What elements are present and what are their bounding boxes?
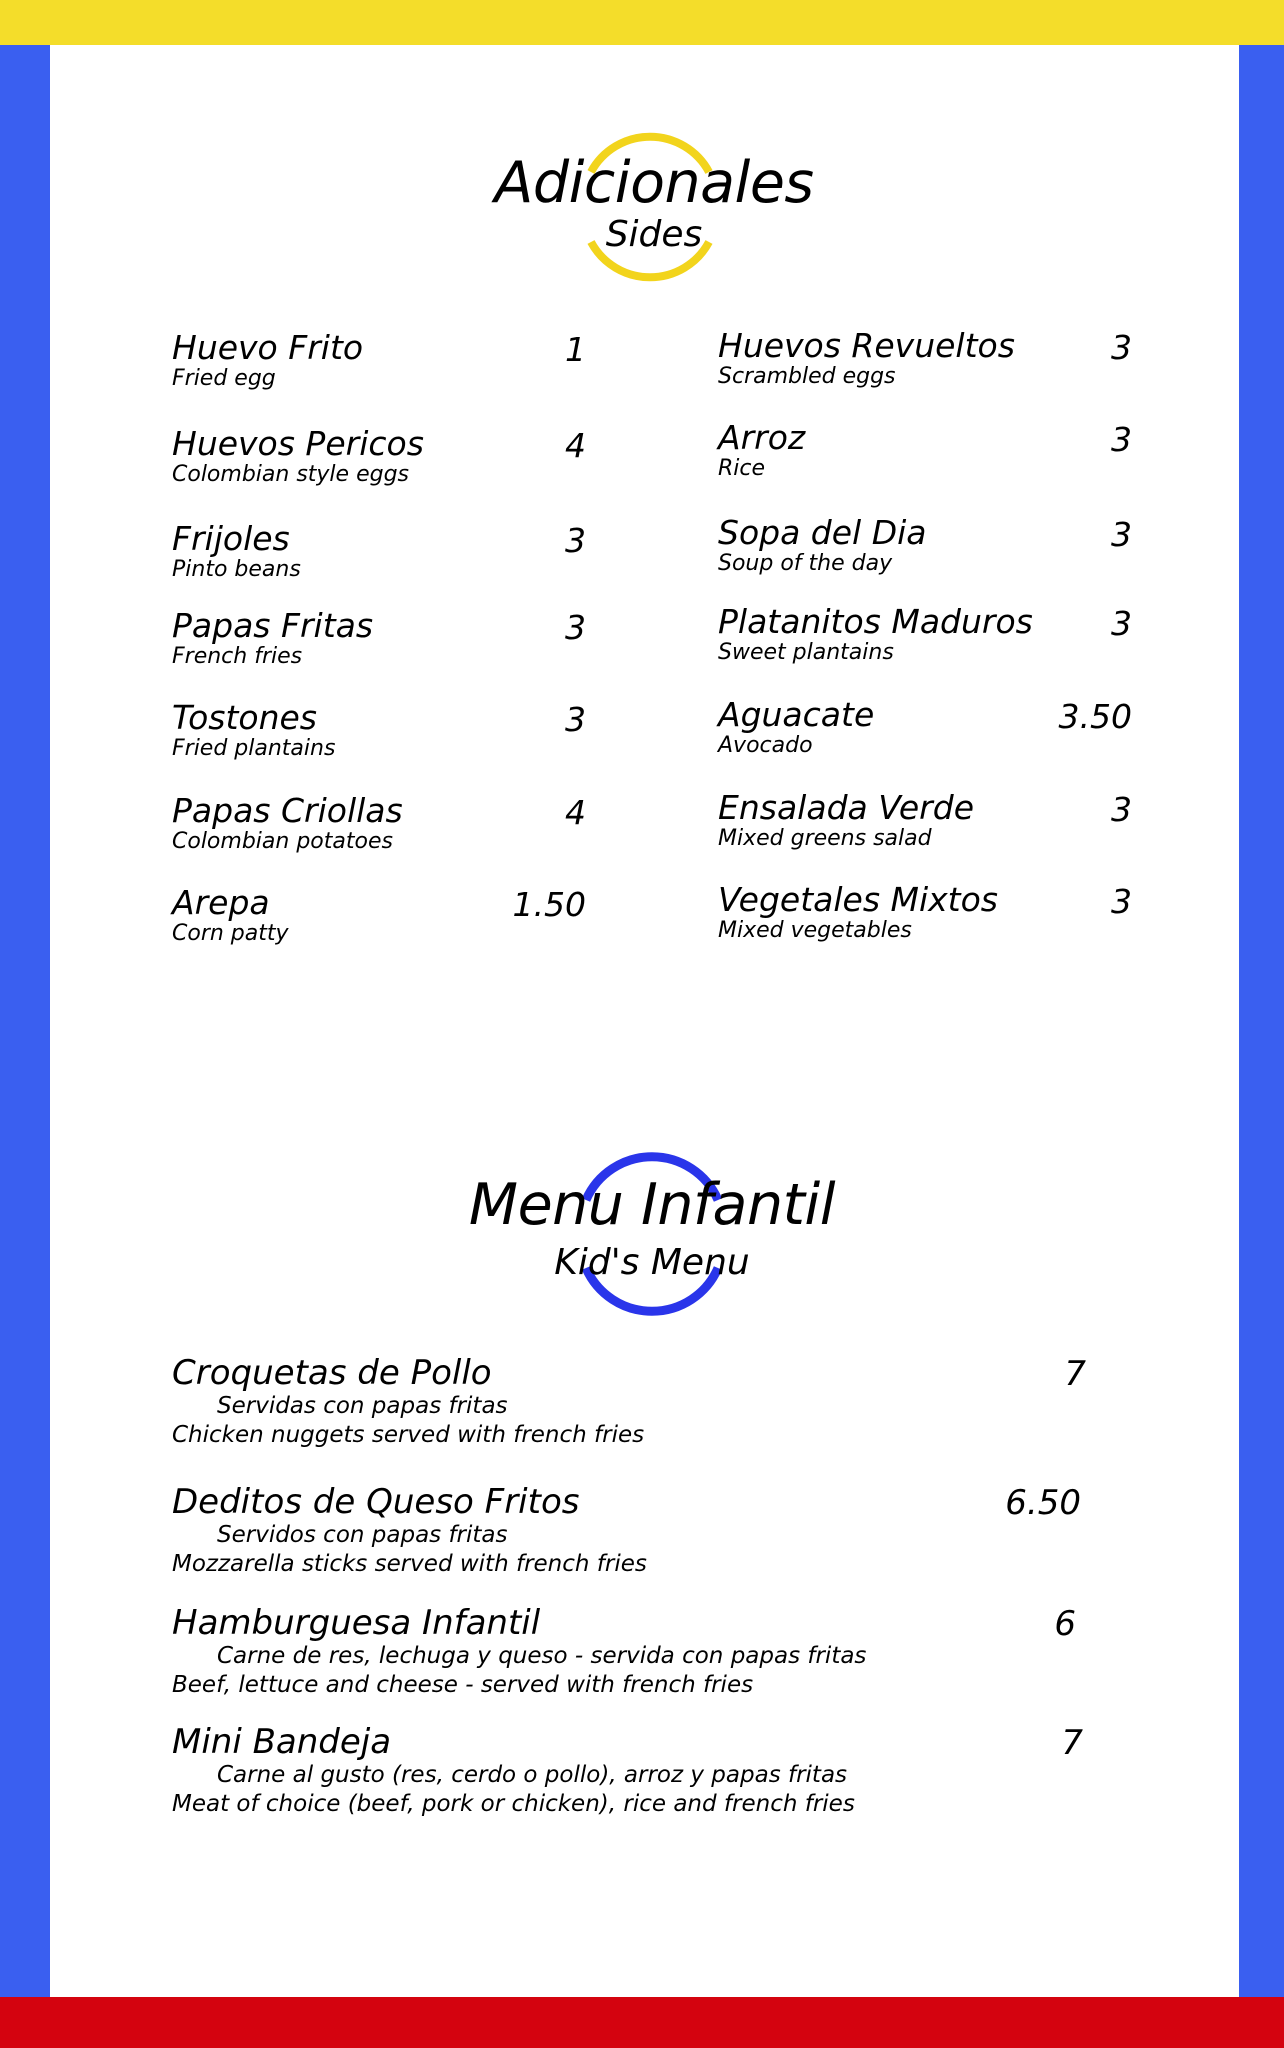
side-item — [718, 420, 805, 482]
kids-menu-item — [172, 1483, 647, 1579]
side-item-description: Fried plantains — [172, 736, 336, 761]
side-item-price: 3 — [1111, 515, 1132, 554]
kids-subtitle: Kid's Menu — [554, 1242, 750, 1283]
kids-item-name: Hamburguesa Infantil — [172, 1603, 541, 1643]
side-item-description: Avocado — [718, 733, 813, 758]
side-item — [718, 328, 1015, 390]
side-item-name: Tostones — [172, 698, 318, 737]
side-item — [718, 604, 1033, 666]
side-item-price: 3 — [1111, 790, 1132, 829]
kids-item-description-es: Servidos con papas fritas — [217, 1522, 508, 1548]
side-item — [172, 793, 403, 855]
side-item-price: 3 — [1111, 604, 1132, 643]
side-item — [172, 700, 335, 762]
side-item-price: 3 — [565, 700, 586, 739]
side-item — [718, 697, 874, 759]
right-blue-bar — [1239, 45, 1284, 1997]
bottom-red-bar — [0, 1997, 1284, 2048]
kids-item-name: Croquetas de Pollo — [172, 1353, 492, 1393]
side-item-name: Huevo Frito — [172, 328, 364, 367]
side-item — [718, 882, 998, 944]
side-item-description: Pinto beans — [172, 557, 301, 582]
kids-item-description-es: Servidas con papas fritas — [217, 1393, 508, 1419]
side-item — [172, 426, 424, 488]
side-item-description: French fries — [172, 644, 303, 669]
kids-item-description-en: Chicken nuggets served with french fries — [172, 1422, 645, 1448]
side-item-price: 4 — [565, 426, 586, 465]
side-item-description: Soup of the day — [718, 551, 893, 576]
side-item-price: 3 — [565, 521, 586, 560]
kids-item-price: 7 — [1061, 1723, 1083, 1763]
kids-item-description-en: Mozzarella sticks served with french fries — [172, 1551, 647, 1577]
kids-item-description-es: Carne al gusto (res, cerdo o pollo), arroz y papas fritas — [217, 1762, 848, 1788]
kids-item-name: Mini Bandeja — [172, 1722, 392, 1762]
side-item — [172, 521, 301, 583]
side-item-name: Frijoles — [172, 519, 290, 558]
side-item-description: Rice — [718, 456, 766, 481]
top-yellow-bar — [0, 0, 1284, 45]
side-item-name: Aguacate — [718, 695, 875, 734]
side-item-price: 3.50 — [1058, 697, 1132, 736]
kids-item-price: 6 — [1054, 1604, 1076, 1644]
side-item-description: Scrambled eggs — [718, 364, 896, 389]
side-item-price: 3 — [565, 608, 586, 647]
kids-item-description-en: Meat of choice (beef, pork or chicken), rice and french fries — [172, 1791, 855, 1817]
kids-menu-item — [172, 1723, 855, 1819]
side-item-name: Papas Fritas — [172, 606, 374, 645]
side-item-price: 3 — [1111, 420, 1132, 459]
side-item-name: Sopa del Dia — [718, 513, 927, 552]
side-item-name: Huevos Pericos — [172, 424, 424, 463]
kids-item-price: 7 — [1064, 1354, 1086, 1394]
side-item-description: Mixed greens salad — [718, 826, 932, 851]
side-item-name: Papas Criollas — [172, 791, 403, 830]
side-item — [718, 790, 974, 852]
kids-menu-item — [172, 1604, 866, 1700]
side-item-description: Colombian style eggs — [172, 462, 409, 487]
kids-title: Menu Infantil — [468, 1172, 836, 1238]
side-item-name: Vegetales Mixtos — [718, 880, 999, 919]
side-item-name: Ensalada Verde — [718, 788, 974, 827]
side-item-price: 1.50 — [512, 885, 586, 924]
side-item-name: Arroz — [718, 418, 806, 457]
side-item-description: Fried egg — [172, 366, 276, 391]
side-item — [718, 515, 927, 577]
side-item-name: Huevos Revueltos — [718, 326, 1015, 365]
side-item-name: Arepa — [172, 883, 270, 922]
kids-item-price: 6.50 — [1005, 1483, 1081, 1523]
kids-item-description-en: Beef, lettuce and cheese - served with french fries — [172, 1672, 754, 1698]
side-item — [172, 608, 373, 670]
sides-title: Adicionales — [494, 150, 814, 216]
side-item — [172, 885, 289, 947]
side-item-description: Corn patty — [172, 921, 289, 946]
kids-item-name: Deditos de Queso Fritos — [172, 1482, 580, 1522]
side-item-name: Platanitos Maduros — [718, 602, 1033, 641]
side-item-description: Mixed vegetables — [718, 918, 912, 943]
side-item-price: 1 — [565, 330, 586, 369]
side-item — [172, 330, 363, 392]
kids-item-description-es: Carne de res, lechuga y queso - servida con papas fritas — [217, 1643, 867, 1669]
left-blue-bar — [0, 45, 50, 1997]
kids-menu-item — [172, 1354, 644, 1450]
side-item-price: 3 — [1111, 328, 1132, 367]
side-item-price: 4 — [565, 793, 586, 832]
side-item-price: 3 — [1111, 882, 1132, 921]
sides-subtitle: Sides — [605, 214, 703, 255]
side-item-description: Sweet plantains — [718, 640, 894, 665]
side-item-description: Colombian potatoes — [172, 829, 393, 854]
